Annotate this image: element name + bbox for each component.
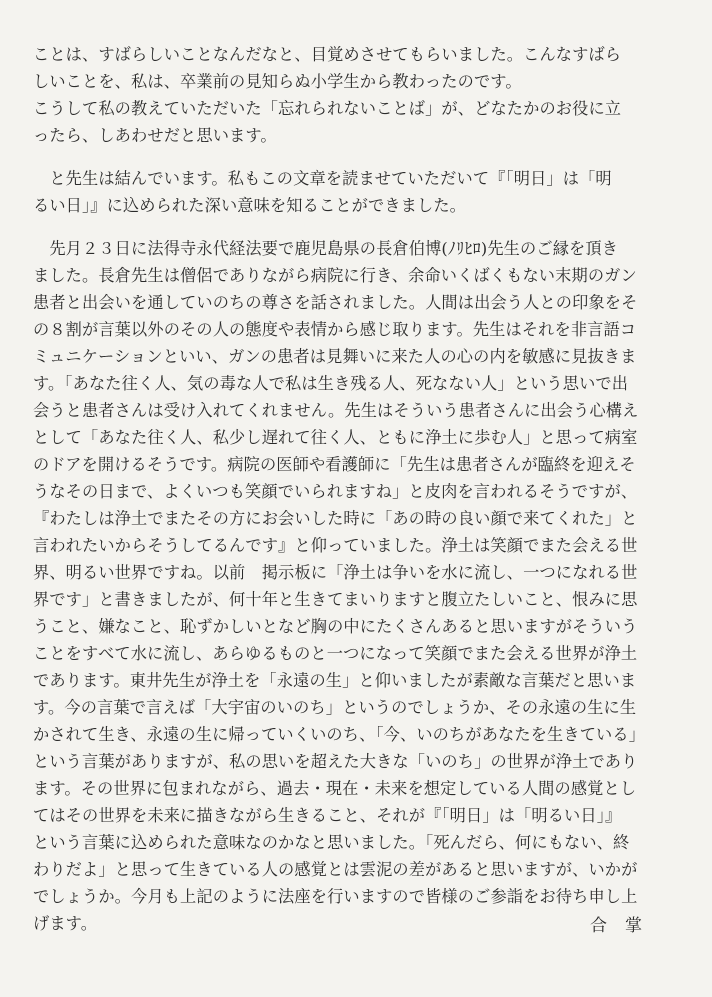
- text-line: ことは、すばらしいことなんだなと、目覚めさせてもらいました。こんなすばら: [33, 45, 622, 64]
- text-line: てはその世界を未来に描きながら生きること、それが『「明日」は「明るい日」』: [33, 806, 622, 825]
- text-line: 界、明るい世界ですね。以前 掲示板に「浄土は争いを水に流し、一つになれる世: [33, 563, 638, 582]
- text-line: す。「あなた往く人、気の毒な人で私は生き残る人、死なない人」という思いで出: [33, 374, 629, 393]
- text-line: でしょうか。今月も上記のように法座を行いますので皆様のご参詣をお待ち申し上: [33, 887, 638, 906]
- text-line: こうして私の教えていただいた「忘れられないことば」が、どなたかのお役に立: [33, 99, 622, 118]
- text-line: ったら、しあわせだと思います。: [33, 126, 277, 145]
- text-line: という言葉がありますが、私の思いを超えた大きな「いのち」の世界が浄土であり: [33, 752, 638, 771]
- text-line: 言われたいからそうしてるんです』と仰っていました。浄土は笑顔でまた会える世: [33, 536, 638, 555]
- text-line: の８割が言葉以外のその人の態度や表情から感じ取ります。先生はそれを非言語コ: [33, 320, 637, 339]
- text-line: として「あなた往く人、私少し遅れて往く人、ともに浄土に歩む人」と思って病室: [33, 428, 638, 447]
- text-line: ます。その世界に包まれながら、過去・現在・未来を想定している人間の感覚とし: [33, 779, 637, 798]
- text-line: 会うと患者さんは受け入れてくれません。先生はそういう患者さんに出会う心構え: [33, 401, 639, 420]
- text-line: かされて生き、永遠の生に帰っていくいのち、「今、いのちがあなたを生きている」: [33, 725, 646, 744]
- text-line: であります。東井先生が浄土を「永遠の生」と仰いましたが素敵な言葉だと思いま: [33, 671, 637, 690]
- text-line: 先月２３日に法得寺永代経法要で鹿児島県の長倉伯博(ﾉﾘﾋﾛ)先生のご縁を頂き: [33, 239, 619, 258]
- text-line: 患者と出会いを通していのちの尊さを話されました。人間は出会う人との印象をそ: [33, 293, 638, 312]
- text-line: のドアを開けるそうです。病院の医師や看護師に「先生は患者さんが臨終を迎えそ: [33, 455, 636, 474]
- text-line: と先生は結んでいます。私もこの文章を読ませていただいて『「明日」は「明: [33, 169, 612, 188]
- text-line: という言葉に込められた意味なのかなと思いました。「死んだら、何にもない、終: [33, 833, 630, 852]
- text-line: しいことを、私は、卒業前の見知らぬ小学生から教わったのです。: [33, 72, 522, 91]
- text-line: ミュニケーションといい、ガンの患者は見舞いに来た人の心の内を敏感に見抜きま: [33, 347, 637, 366]
- text-line: うなその日まで、よくいつも笑顔でいられますね」と皮肉を言われるそうですが、: [33, 482, 638, 501]
- text-line: 『わたしは浄土でまたその方にお会いした時に「あの時の良い顔で来てくれた」と: [33, 509, 638, 528]
- text-line: るい日」』に込められた深い意味を知ることができました。: [33, 196, 467, 215]
- text-line: わりだよ」と思って生きている人の感覚とは雲泥の差があると思いますが、いかが: [33, 860, 638, 879]
- text-line: ことをすべて水に流し、あらゆるものと一つになって笑顔でまた会える世界が浄土: [33, 644, 638, 663]
- text-line: ました。長倉先生は僧侶でありながら病院に行き、余命いくばくもない末期のガン: [33, 266, 637, 285]
- text-line: 界です」と書きましたが、何十年と生きてまいりますと腹立たしいこと、恨みに思: [33, 590, 638, 609]
- text-line: げます。: [33, 914, 98, 933]
- text-line: うこと、嫌なこと、恥ずかしいとなど胸の中にたくさんあると思いますがそういう: [33, 617, 638, 636]
- text-line: す。今の言葉で言えば「大宇宙のいのち」というのでしょうか、その永遠の生に生: [33, 698, 637, 717]
- closing-gassho: 合掌: [590, 916, 660, 936]
